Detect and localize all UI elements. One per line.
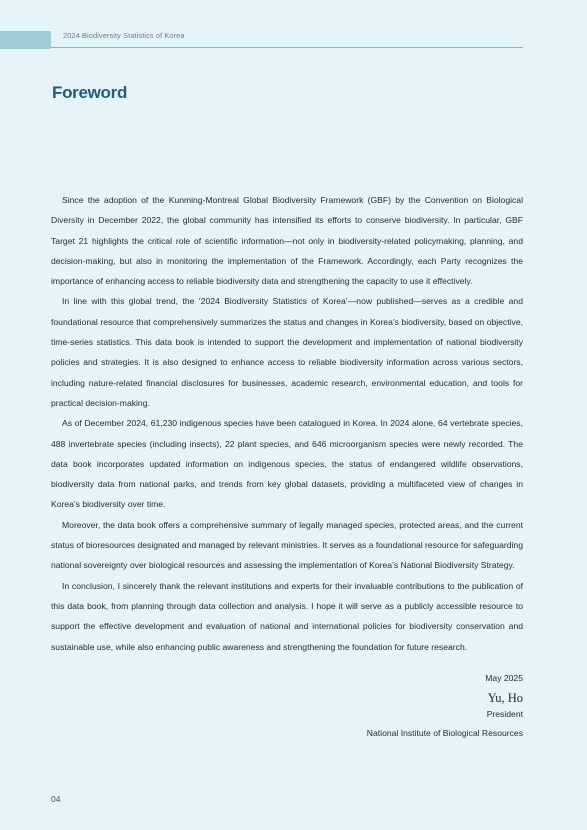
- signature-block: [367, 672, 523, 739]
- paragraph: As of December 2024, 61,230 indigenous species have been catalogued in Korea. In 2024 alone, 64 vertebrate species, 488 invertebrate species (including insects), 22 plant species, and 646 microorganism species were newly recorded. The data book incorporates updated information on indigenous species, the status of endangered wildlife observations, biodiversity data from national parks, and trends from key global datasets, providing a multifaceted view of changes in Korea’s biodiversity over time.: [51, 418, 523, 510]
- signatory-name: Yu, Ho: [487, 691, 523, 705]
- foreword-body: [51, 190, 523, 657]
- page-title: Foreword: [52, 83, 128, 102]
- signatory-title: President: [486, 709, 523, 719]
- paragraph: Since the adoption of the Kunming-Montreal Global Biodiversity Framework (GBF) by the Convention on Biological Diversity in December 2022, the global community has intensified its efforts to conserve biodiversity. In particular, GBF Target 21 highlights the critical role of scientific information—not only in biodiversity-related policymaking, planning, and decision-making, but also in monitoring the implementation of the Framework. Accordingly, each Party recognizes the importance of enhancing access to reliable biodiversity data and strengthening the capacity to use it effectively.: [51, 195, 523, 287]
- paragraph: Moreover, the data book offers a comprehensive summary of legally managed species, protected areas, and the current status of bioresources designated and managed by relevant ministries. It serves as a foundational resource for safeguarding national sovereignty over biological resources and assessing the implementation of Korea’s National Biodiversity Strategy.: [51, 519, 523, 571]
- paragraph: In conclusion, I sincerely thank the relevant institutions and experts for their invaluable contributions to the publication of this data book, from planning through data collection and analysis. I hope it will serve as a publicly accessible resource to support the effective development and evaluation of national and international policies for biodiversity conservation and sustainable use, while also enhancing public awareness and strengthening the foundation for future research.: [51, 580, 523, 652]
- signature-date: May 2025: [485, 673, 523, 683]
- page-number: 04: [51, 794, 61, 804]
- header-accent-tab: [0, 31, 51, 49]
- header-divider: [51, 47, 523, 48]
- running-header: 2024 Biodiversity Statistics of Korea: [63, 31, 185, 40]
- paragraph: In line with this global trend, the ‘2024 Biodiversity Statistics of Korea’—now published—serves as a credible and foundational resource that comprehensively summarizes the status and changes in Korea’s biodiversity, based on objective, time-series statistics. This data book is intended to support the development and implementation of national biodiversity policies and strategies. It is also designed to enhance access to reliable biodiversity information across various sectors, including nature-related financial disclosures for businesses, academic research, environmental education, and tools for practical decision-making.: [51, 296, 523, 408]
- signatory-organization: National Institute of Biological Resources: [366, 728, 523, 738]
